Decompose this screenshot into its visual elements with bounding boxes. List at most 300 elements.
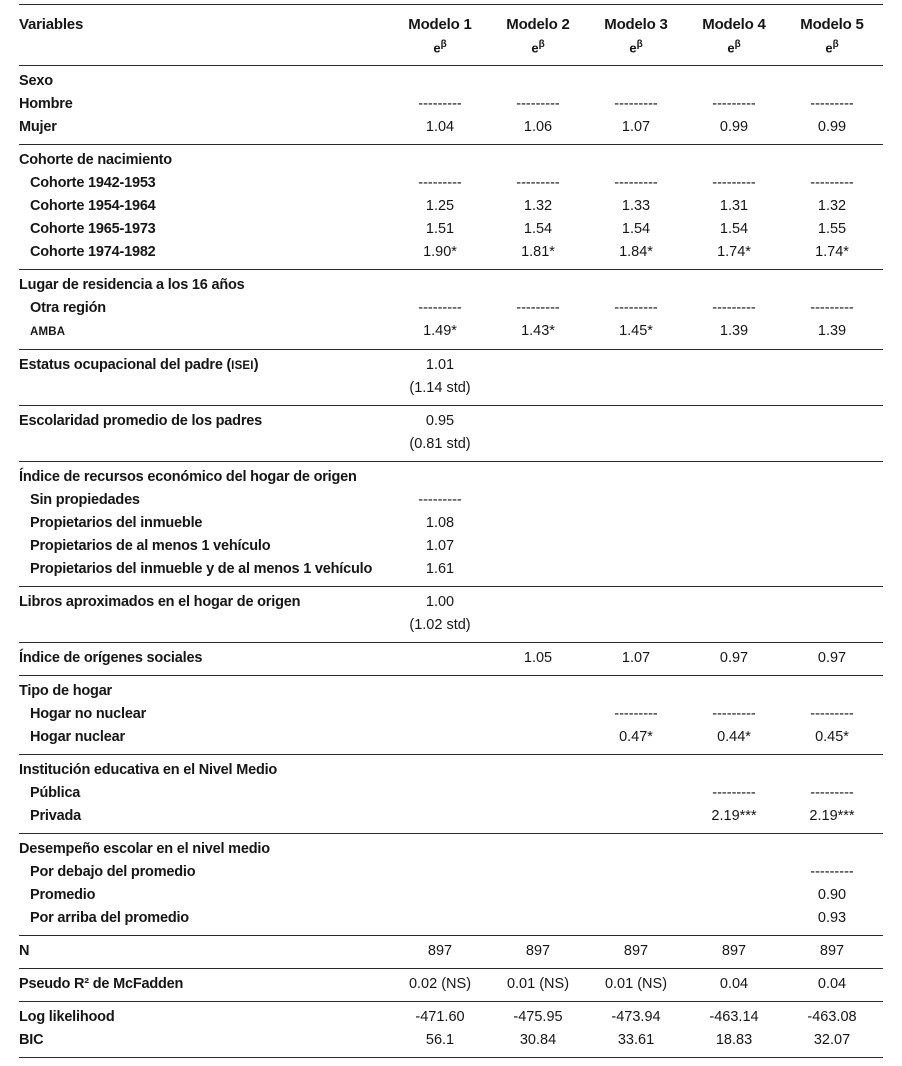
- exponent-sup: β: [440, 39, 447, 50]
- model-exponent: [489, 36, 587, 57]
- row-label-text: Hogar no nuclear: [30, 706, 147, 723]
- value-text: 1.33: [621, 198, 651, 215]
- column-header-modelo-3: [587, 14, 685, 57]
- value-text: (1.14 std): [409, 380, 471, 397]
- exponent-sup: β: [636, 39, 643, 50]
- table-section: [19, 754, 883, 833]
- table-row: [19, 973, 883, 996]
- value-cell: [587, 93, 685, 116]
- table-row: [19, 940, 883, 963]
- value-text: ---------: [614, 175, 658, 192]
- value-cell: [391, 116, 489, 139]
- row-label: [19, 93, 391, 116]
- group-header-row: [19, 274, 883, 297]
- table-section: [19, 349, 883, 405]
- value-cell: [489, 1006, 587, 1029]
- value-cell: [783, 218, 881, 241]
- value-cell: [391, 512, 489, 535]
- table-row: [19, 703, 883, 726]
- value-cell: [685, 647, 783, 670]
- value-text: 1.49*: [423, 323, 457, 340]
- value-cell: [391, 973, 489, 996]
- value-text: 33.61: [617, 1032, 655, 1049]
- value-text: 0.95: [425, 413, 455, 430]
- row-label-text: Institución educativa en el Nivel Medio: [19, 762, 278, 779]
- value-cell: [783, 973, 881, 996]
- value-text: 0.90: [817, 887, 847, 904]
- row-label-text: Privada: [30, 808, 81, 825]
- value-cell: [391, 1029, 489, 1052]
- table-row: [19, 907, 883, 930]
- value-text: 1.05: [523, 650, 553, 667]
- value-cell: [489, 647, 587, 670]
- value-text: 1.45*: [619, 323, 653, 340]
- row-label: [19, 703, 391, 726]
- value-text: 0.01 (NS): [506, 976, 570, 993]
- value-text: 1.43*: [521, 323, 555, 340]
- value-cell: [685, 973, 783, 996]
- exponent-base: e: [727, 40, 735, 56]
- row-label-text: Promedio: [30, 887, 96, 904]
- value-cell: [685, 172, 783, 195]
- value-cell: [783, 195, 881, 218]
- row-label: [19, 297, 391, 320]
- row-label: [19, 759, 391, 782]
- model-exponent: [587, 36, 685, 57]
- row-label-text: Desempeño escolar en el nivel medio: [19, 841, 270, 858]
- value-cell: [685, 1006, 783, 1029]
- exponent-sup: β: [832, 39, 839, 50]
- value-text: 1.61: [425, 561, 455, 578]
- value-text: ---------: [712, 175, 756, 192]
- row-label-text: ISEI: [231, 360, 254, 373]
- value-text: 1.32: [523, 198, 553, 215]
- value-text: 1.90*: [423, 244, 457, 261]
- row-label-text: Cohorte de nacimiento: [19, 152, 172, 169]
- value-cell: [587, 241, 685, 264]
- row-label: [19, 116, 391, 139]
- column-header-modelo-1: [391, 14, 489, 57]
- row-label: [19, 70, 391, 93]
- table-row: [19, 297, 883, 320]
- value-cell: [783, 805, 881, 828]
- table-section: [19, 269, 883, 349]
- group-header-row: [19, 680, 883, 703]
- value-text: ---------: [810, 785, 854, 802]
- value-text: 1.54: [621, 221, 651, 238]
- value-cell: [783, 93, 881, 116]
- row-label: [19, 884, 391, 907]
- value-cell: [587, 297, 685, 320]
- value-cell: [587, 1029, 685, 1052]
- value-text: 1.32: [817, 198, 847, 215]
- value-text: ---------: [712, 706, 756, 723]
- row-label-text: BIC: [19, 1032, 44, 1049]
- model-name: Modelo 1: [408, 16, 472, 33]
- row-label-text: Propietarios del inmueble y de al menos 1 vehículo: [30, 561, 373, 578]
- table-row: [19, 489, 883, 512]
- value-text: 1.07: [621, 119, 651, 136]
- table-row: [19, 241, 883, 264]
- value-text: 0.01 (NS): [604, 976, 668, 993]
- group-header-row: [19, 759, 883, 782]
- value-cell: [587, 320, 685, 343]
- value-cell: [489, 218, 587, 241]
- value-text: (1.02 std): [409, 617, 471, 634]
- value-text: 2.19***: [809, 808, 855, 825]
- value-cell: [685, 218, 783, 241]
- value-text: 0.97: [719, 650, 749, 667]
- value-cell: [587, 195, 685, 218]
- row-label-text: Tipo de hogar: [19, 683, 112, 700]
- row-label: [19, 195, 391, 218]
- table-row: [19, 172, 883, 195]
- row-label: [19, 647, 391, 670]
- group-header-row: [19, 70, 883, 93]
- value-cell: [783, 647, 881, 670]
- value-text: 897: [623, 943, 649, 960]
- value-cell: [391, 354, 489, 400]
- column-header-modelo-2: [489, 14, 587, 57]
- value-text: ---------: [418, 300, 462, 317]
- table-row: [19, 320, 883, 344]
- table-section: [19, 586, 883, 642]
- value-text: 0.02 (NS): [408, 976, 472, 993]
- value-text: 0.44*: [717, 729, 751, 746]
- exponent-sup: β: [538, 39, 545, 50]
- value-text: ---------: [516, 96, 560, 113]
- row-label: [19, 489, 391, 512]
- value-cell: [391, 535, 489, 558]
- value-text: 897: [427, 943, 453, 960]
- row-label-text: Por arriba del promedio: [30, 910, 189, 927]
- value-cell: [489, 1029, 587, 1052]
- row-label-text: Pseudo R² de McFadden: [19, 976, 184, 993]
- model-name: Modelo 3: [604, 16, 668, 33]
- value-cell: [489, 195, 587, 218]
- value-cell: [489, 93, 587, 116]
- row-label-text: Cohorte 1974-1982: [30, 244, 156, 261]
- table-row: [19, 805, 883, 828]
- value-text: ---------: [712, 300, 756, 317]
- value-text: 1.01: [425, 357, 455, 374]
- row-label: [19, 354, 391, 378]
- row-label: [19, 940, 391, 963]
- value-cell: [783, 703, 881, 726]
- row-label: [19, 558, 391, 581]
- table-section: [19, 675, 883, 754]
- value-text: 1.04: [425, 119, 455, 136]
- table-section: [19, 935, 883, 968]
- row-label-text: Pública: [30, 785, 81, 802]
- value-cell: [391, 172, 489, 195]
- value-text: 0.93: [817, 910, 847, 927]
- row-label-text: Sin propiedades: [30, 492, 140, 509]
- value-text: 897: [819, 943, 845, 960]
- value-text: 1.07: [621, 650, 651, 667]
- row-label-text: Lugar de residencia a los 16 años: [19, 277, 245, 294]
- value-cell: [685, 195, 783, 218]
- table-section: [19, 1001, 883, 1057]
- table-section: [19, 66, 883, 144]
- value-cell: [783, 726, 881, 749]
- value-text: -463.08: [807, 1009, 857, 1026]
- table-row: [19, 726, 883, 749]
- value-text: ---------: [418, 96, 462, 113]
- table-row: [19, 558, 883, 581]
- model-name: Modelo 4: [702, 16, 766, 33]
- model-exponent: [685, 36, 783, 57]
- exponent-sup: β: [734, 39, 741, 50]
- table-row: [19, 647, 883, 670]
- row-label-text: Log likelihood: [19, 1009, 115, 1026]
- model-exponent: [391, 36, 489, 57]
- column-header-modelo-5: [783, 14, 881, 57]
- value-cell: [489, 172, 587, 195]
- value-cell: [685, 116, 783, 139]
- table-section: [19, 833, 883, 935]
- value-text: 0.04: [719, 976, 749, 993]
- row-label: [19, 512, 391, 535]
- value-text: 1.06: [523, 119, 553, 136]
- value-text: 1.07: [425, 538, 455, 555]
- value-cell: [587, 940, 685, 963]
- column-header-modelo-4: [685, 14, 783, 57]
- value-text: 1.25: [425, 198, 455, 215]
- value-text: 1.39: [817, 323, 847, 340]
- value-cell: [685, 703, 783, 726]
- column-header-variables: Variables: [19, 16, 84, 33]
- value-cell: [783, 1006, 881, 1029]
- value-cell: [685, 241, 783, 264]
- value-cell: [391, 297, 489, 320]
- value-cell: [783, 297, 881, 320]
- value-cell: [587, 1006, 685, 1029]
- value-text: ---------: [516, 300, 560, 317]
- row-label-text: Índice de recursos económico del hogar de origen: [19, 469, 357, 486]
- value-cell: [391, 591, 489, 637]
- value-cell: [587, 703, 685, 726]
- value-cell: [489, 940, 587, 963]
- table-row: [19, 354, 883, 400]
- value-text: 30.84: [519, 1032, 557, 1049]
- row-label-text: Escolaridad promedio de los padres: [19, 413, 262, 430]
- value-text: 1.08: [425, 515, 455, 532]
- value-cell: [783, 861, 881, 884]
- value-cell: [391, 489, 489, 512]
- value-text: ---------: [810, 864, 854, 881]
- table-section: [19, 144, 883, 269]
- value-cell: [587, 726, 685, 749]
- value-text: 1.54: [719, 221, 749, 238]
- value-cell: [685, 1029, 783, 1052]
- value-cell: [391, 218, 489, 241]
- exponent-base: e: [825, 40, 833, 56]
- table-row: [19, 512, 883, 535]
- value-cell: [391, 940, 489, 963]
- value-cell: [587, 218, 685, 241]
- row-label-text: Mujer: [19, 119, 57, 136]
- value-cell: [783, 116, 881, 139]
- value-text: 1.74*: [717, 244, 751, 261]
- row-label-text: Cohorte 1954-1964: [30, 198, 156, 215]
- value-cell: [587, 116, 685, 139]
- row-label: [19, 782, 391, 805]
- row-label: [19, 241, 391, 264]
- row-label-text: ): [253, 357, 259, 374]
- row-label-text: Sexo: [19, 73, 53, 90]
- value-text: 1.55: [817, 221, 847, 238]
- value-cell: [391, 320, 489, 343]
- table-body: [19, 66, 883, 1058]
- value-text: 2.19***: [711, 808, 757, 825]
- row-label-text: Otra región: [30, 300, 106, 317]
- row-label: [19, 973, 391, 996]
- row-label: [19, 907, 391, 930]
- value-text: 18.83: [715, 1032, 753, 1049]
- table-section: [19, 642, 883, 675]
- model-exponent: [783, 36, 881, 57]
- value-cell: [587, 647, 685, 670]
- value-cell: [489, 297, 587, 320]
- value-text: 1.00: [425, 594, 455, 611]
- value-text: 1.81*: [521, 244, 555, 261]
- table-section: [19, 461, 883, 586]
- row-label: [19, 274, 391, 297]
- model-name: Modelo 2: [506, 16, 570, 33]
- value-cell: [685, 940, 783, 963]
- value-cell: [685, 320, 783, 343]
- value-text: 0.04: [817, 976, 847, 993]
- model-name: Modelo 5: [800, 16, 864, 33]
- value-cell: [685, 782, 783, 805]
- table-row: [19, 93, 883, 116]
- value-cell: [489, 116, 587, 139]
- value-text: ---------: [418, 492, 462, 509]
- value-text: ---------: [810, 175, 854, 192]
- value-cell: [685, 726, 783, 749]
- row-label-text: Por debajo del promedio: [30, 864, 196, 881]
- row-label: [19, 680, 391, 703]
- row-label: [19, 149, 391, 172]
- value-cell: [685, 805, 783, 828]
- row-label: [19, 861, 391, 884]
- table-row: [19, 884, 883, 907]
- exponent-base: e: [433, 40, 441, 56]
- value-text: 0.97: [817, 650, 847, 667]
- row-label-text: Hombre: [19, 96, 73, 113]
- group-header-row: [19, 838, 883, 861]
- row-label: [19, 1029, 391, 1052]
- value-cell: [391, 195, 489, 218]
- value-cell: [685, 297, 783, 320]
- table-row: [19, 861, 883, 884]
- row-label: [19, 535, 391, 558]
- value-cell: [489, 973, 587, 996]
- value-text: -473.94: [611, 1009, 661, 1026]
- row-label-text: Índice de orígenes sociales: [19, 650, 203, 667]
- value-text: 0.47*: [619, 729, 653, 746]
- row-label: [19, 320, 391, 344]
- value-text: 897: [525, 943, 551, 960]
- value-text: 32.07: [813, 1032, 851, 1049]
- row-label: [19, 591, 391, 614]
- table-section: [19, 968, 883, 1001]
- row-label: [19, 466, 391, 489]
- value-text: 0.45*: [815, 729, 849, 746]
- value-cell: [783, 940, 881, 963]
- value-text: 1.31: [719, 198, 749, 215]
- value-cell: [783, 241, 881, 264]
- value-text: (0.81 std): [409, 436, 471, 453]
- value-text: ---------: [614, 706, 658, 723]
- value-cell: [783, 884, 881, 907]
- row-label: [19, 218, 391, 241]
- value-cell: [391, 93, 489, 116]
- row-label: [19, 726, 391, 749]
- table-row: [19, 591, 883, 637]
- value-text: 897: [721, 943, 747, 960]
- row-label-text: N: [19, 943, 30, 960]
- value-text: 56.1: [425, 1032, 455, 1049]
- table-row: [19, 218, 883, 241]
- value-text: ---------: [712, 785, 756, 802]
- table-row: [19, 195, 883, 218]
- row-label: [19, 805, 391, 828]
- table-row: [19, 782, 883, 805]
- table-row: [19, 535, 883, 558]
- value-cell: [783, 907, 881, 930]
- value-text: -475.95: [513, 1009, 563, 1026]
- row-label-text: Libros aproximados en el hogar de origen: [19, 594, 301, 611]
- value-cell: [587, 973, 685, 996]
- row-label: [19, 172, 391, 195]
- row-label: [19, 1006, 391, 1029]
- value-cell: [489, 241, 587, 264]
- value-text: 0.99: [817, 119, 847, 136]
- value-text: 1.54: [523, 221, 553, 238]
- value-text: 0.99: [719, 119, 749, 136]
- table-row: [19, 116, 883, 139]
- value-text: ---------: [810, 96, 854, 113]
- value-cell: [783, 1029, 881, 1052]
- value-text: 1.51: [425, 221, 455, 238]
- value-cell: [489, 320, 587, 343]
- value-cell: [783, 172, 881, 195]
- value-cell: [391, 1006, 489, 1029]
- value-text: ---------: [418, 175, 462, 192]
- row-label-text: AMBA: [30, 326, 66, 339]
- value-cell: [783, 320, 881, 343]
- value-cell: [685, 93, 783, 116]
- value-cell: [587, 172, 685, 195]
- value-text: -471.60: [415, 1009, 465, 1026]
- value-text: -463.14: [709, 1009, 759, 1026]
- row-label: [19, 410, 391, 433]
- table-row: [19, 1029, 883, 1052]
- row-label: [19, 838, 391, 861]
- value-text: ---------: [614, 96, 658, 113]
- value-text: 1.74*: [815, 244, 849, 261]
- group-header-row: [19, 149, 883, 172]
- table-header-row: [19, 4, 883, 66]
- value-text: ---------: [712, 96, 756, 113]
- value-cell: [391, 558, 489, 581]
- regression-results-table: [19, 4, 883, 1058]
- table-section: [19, 405, 883, 461]
- value-text: ---------: [614, 300, 658, 317]
- row-label-text: Hogar nuclear: [30, 729, 125, 746]
